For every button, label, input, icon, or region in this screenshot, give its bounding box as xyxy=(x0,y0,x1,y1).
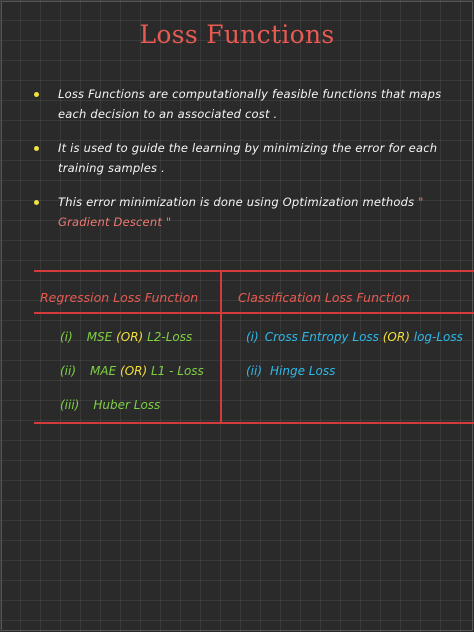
bullet-item xyxy=(30,138,450,178)
classification-item-cross-entropy xyxy=(246,330,463,344)
page-title: Loss Functions xyxy=(139,20,335,49)
bullet-highlight: " Gradient Descent " xyxy=(58,195,424,229)
table-column-divider xyxy=(220,270,222,424)
item-number: (ii) xyxy=(246,364,263,378)
classification-header: Classification Loss Function xyxy=(238,290,410,305)
table-top-line xyxy=(34,270,474,272)
bullet-item xyxy=(30,84,450,124)
item-name: Cross Entropy Loss xyxy=(264,330,379,344)
bullet-text: It is used to guide the learning by minimizing the error for each training samples . xyxy=(58,141,438,175)
item-separator: (OR) xyxy=(382,330,410,344)
item-name: MSE xyxy=(86,330,113,344)
loss-function-table xyxy=(34,270,474,424)
regression-item-mae xyxy=(60,364,204,378)
bullet-text: This error minimization is done using Optimization methods xyxy=(58,195,415,209)
bullet-item xyxy=(30,192,450,232)
bullet-dot-icon xyxy=(34,92,39,97)
item-alt-name: log-Loss xyxy=(413,330,463,344)
table-bottom-line xyxy=(34,422,474,424)
bullet-dot-icon xyxy=(34,200,39,205)
bullet-list xyxy=(30,84,450,246)
regression-item-mse xyxy=(60,330,192,344)
item-number: (i) xyxy=(60,330,73,344)
table-header-line xyxy=(34,312,474,314)
item-name: MAE xyxy=(90,364,117,378)
item-number: (ii) xyxy=(60,364,77,378)
item-number: (iii) xyxy=(60,398,80,412)
item-alt-name: L1 - Loss xyxy=(151,364,204,378)
item-name: Hinge Loss xyxy=(270,364,336,378)
item-separator: (OR) xyxy=(120,364,148,378)
item-number: (i) xyxy=(246,330,259,344)
classification-item-hinge xyxy=(246,364,335,378)
item-separator: (OR) xyxy=(116,330,144,344)
item-alt-name: L2-Loss xyxy=(147,330,193,344)
regression-header: Regression Loss Function xyxy=(40,290,199,305)
bullet-dot-icon xyxy=(34,146,39,151)
bullet-text: Loss Functions are computationally feasible functions that maps each decision to an associated cost . xyxy=(58,87,442,121)
item-name: Huber Loss xyxy=(93,398,161,412)
regression-item-huber xyxy=(60,398,160,412)
